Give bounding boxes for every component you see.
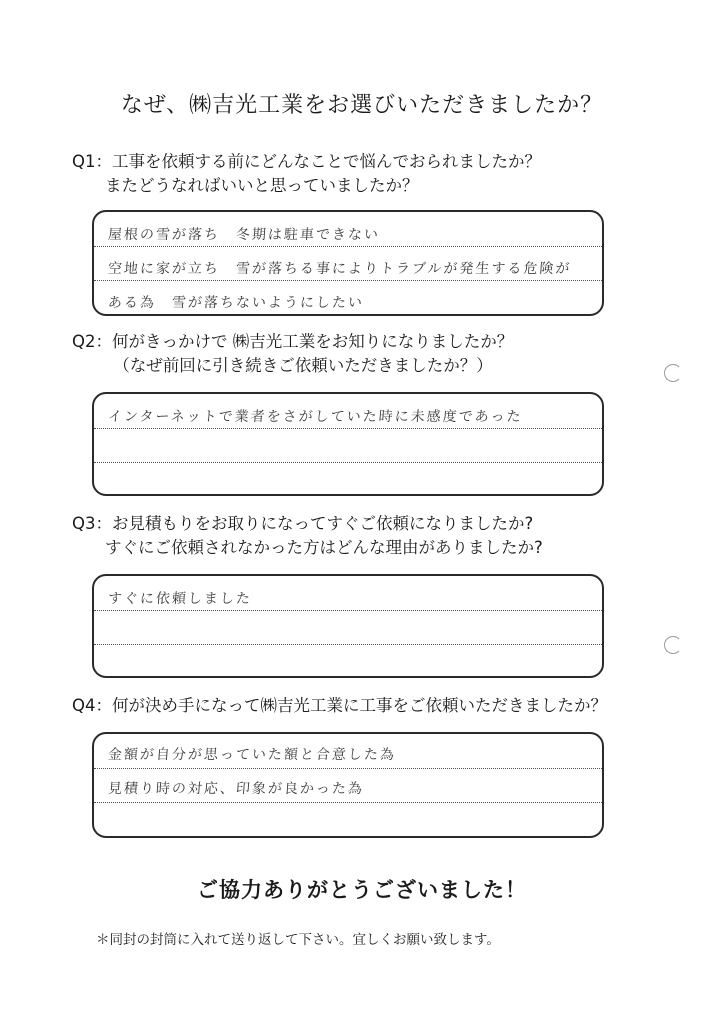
answer-rule <box>94 644 602 645</box>
answer-text: 金額が自分が思っていた額と合意した為 <box>107 747 397 763</box>
question-4-line-1: Q4：何が決め手になって㈱吉光工業に工事をご依頼いただきましたか？ <box>72 696 607 715</box>
punch-hole-mark <box>664 636 682 654</box>
question-2 <box>72 330 513 378</box>
answer-box-4 <box>92 732 604 838</box>
question-3-line-1: Q3：お見積もりをお取りになってすぐご依頼になりましたか? <box>72 514 534 533</box>
answer-text: 空地に家が立ち 雪が落ちる事によりトラブルが発生する危険が <box>107 261 572 277</box>
answer-text: ある為 雪が落ちないようにしたい <box>107 295 365 311</box>
answer-text: 屋根の雪が落ち 冬期は駐車できない <box>107 227 381 243</box>
answer-rule <box>94 246 602 247</box>
answer-rule <box>94 428 602 429</box>
answer-box-2 <box>92 392 604 496</box>
question-1-line-2: またどうなればいいと思っていましたか？ <box>72 176 419 195</box>
punch-hole-mark <box>664 364 682 382</box>
answer-text: インターネットで業者をさがしていた時に未感度であった <box>107 409 524 425</box>
footnote: ＊同封の封筒に入れて送り返して下さい。宜しくお願い致します。 <box>96 932 500 948</box>
question-2-line-2: （なぜ前回に引き続きご依頼いただきましたか？） <box>72 356 493 375</box>
question-4 <box>72 694 607 718</box>
answer-text: すぐに依頼しました <box>107 591 253 607</box>
answer-box-3 <box>92 574 604 678</box>
question-3 <box>72 512 543 560</box>
question-1-line-1: Q1：工事を依頼する前にどんなことで悩んでおられましたか？ <box>72 152 541 171</box>
answer-text: 見積り時の対応、印象が良かった為 <box>107 781 365 797</box>
question-1 <box>72 150 541 198</box>
answer-rule <box>94 280 602 281</box>
answer-rule <box>94 462 602 463</box>
answer-rule <box>94 610 602 611</box>
question-2-line-1: Q2：何がきっかけで ㈱吉光工業をお知りになりましたか？ <box>72 332 514 351</box>
answer-rule <box>94 768 602 769</box>
answer-rule <box>94 802 602 803</box>
page-title: なぜ、㈱吉光工業をお選びいただきましたか？ <box>120 93 604 118</box>
question-3-line-2: すぐにご依頼されなかった方はどんな理由がありましたか? <box>72 538 543 557</box>
closing-message: ご協力ありがとうございました！ <box>197 878 527 902</box>
answer-box-1 <box>92 210 604 316</box>
